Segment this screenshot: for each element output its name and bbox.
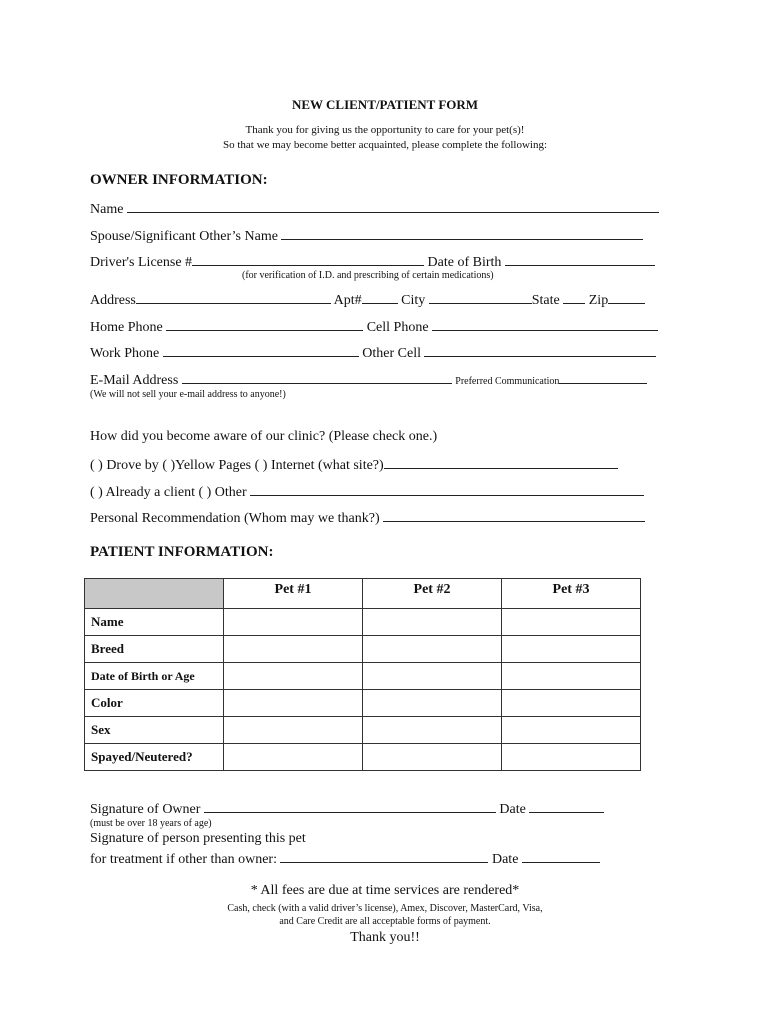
owner-signature-label: Signature of Owner [90, 802, 201, 817]
table-row [85, 636, 641, 663]
aware-row-1 [90, 455, 618, 474]
pet-2-dob-cell[interactable] [363, 663, 502, 690]
work-phone-label: Work Phone [90, 346, 160, 361]
date-label-2: Date [491, 852, 519, 867]
payment-line-2: and Care Credit are all acceptable forms of payment. [279, 916, 491, 927]
row-label-breed: Breed [85, 636, 224, 663]
apt-field[interactable] [362, 290, 398, 304]
email-note: (We will not sell your e-mail address to anyone!) [90, 389, 286, 400]
address-field[interactable] [136, 290, 331, 304]
form-title: NEW CLIENT/PATIENT FORM [291, 97, 479, 112]
owner-heading: OWNER INFORMATION: [90, 172, 268, 188]
pet-3-color-cell[interactable] [502, 690, 641, 717]
pet-3-sex-cell[interactable] [502, 717, 641, 744]
address-label: Address [90, 293, 136, 308]
license-row [90, 252, 655, 271]
pet-1-header: Pet #1 [224, 579, 363, 609]
spouse-label: Spouse/Significant Other’s Name [90, 229, 278, 244]
home-phone-row [90, 317, 658, 336]
owner-signature-field[interactable] [204, 799, 496, 813]
table-corner-cell [85, 579, 224, 609]
state-field[interactable] [563, 290, 585, 304]
row-label-name: Name [85, 609, 224, 636]
work-phone-field[interactable] [163, 343, 359, 357]
pet-1-sex-cell[interactable] [224, 717, 363, 744]
aware-question: How did you become aware of our clinic? (Please check one.) [90, 429, 438, 444]
date-field-2[interactable] [522, 849, 600, 863]
recommendation-row [90, 508, 645, 527]
row-label-sex: Sex [85, 717, 224, 744]
pet-2-color-cell[interactable] [363, 690, 502, 717]
presenter-signature-field[interactable] [280, 849, 488, 863]
pet-1-name-cell[interactable] [224, 609, 363, 636]
cell-phone-field[interactable] [432, 317, 658, 331]
patient-table [84, 578, 641, 771]
email-row [90, 370, 647, 389]
preferred-field[interactable] [559, 370, 647, 384]
city-label: City [401, 293, 426, 308]
apt-label: Apt# [333, 293, 362, 308]
patient-heading: PATIENT INFORMATION: [90, 544, 274, 560]
intro-line-1: Thank you for giving us the opportunity to care for your pet(s)! [245, 124, 525, 136]
drove-by-checkbox[interactable]: ( ) Drove by [90, 458, 159, 473]
fees-note: * All fees are due at time services are rendered* [250, 883, 520, 898]
presenter-label: for treatment if other than owner: [90, 852, 277, 867]
row-label-color: Color [85, 690, 224, 717]
pet-3-breed-cell[interactable] [502, 636, 641, 663]
cell-phone-label: Cell Phone [366, 320, 429, 335]
email-label: E-Mail Address [90, 373, 179, 388]
email-field[interactable] [182, 370, 452, 384]
dob-field[interactable] [505, 252, 655, 266]
pet-2-header: Pet #2 [363, 579, 502, 609]
pet-1-color-cell[interactable] [224, 690, 363, 717]
internet-checkbox[interactable]: ( ) Internet (what site?) [254, 458, 384, 473]
license-note: (for verification of I.D. and prescribing of certain medications) [242, 270, 494, 281]
license-label: Driver's License # [90, 255, 193, 270]
pet-2-spayed-cell[interactable] [363, 744, 502, 771]
table-row [85, 717, 641, 744]
zip-field[interactable] [608, 290, 645, 304]
thank-you: Thank you!! [350, 930, 420, 945]
name-label: Name [90, 202, 124, 217]
spouse-field[interactable] [281, 226, 643, 240]
table-row [85, 609, 641, 636]
other-field[interactable] [250, 482, 644, 496]
pet-1-dob-cell[interactable] [224, 663, 363, 690]
other-cell-field[interactable] [424, 343, 656, 357]
state-label: State [531, 293, 560, 308]
date-field-1[interactable] [529, 799, 604, 813]
pet-1-spayed-cell[interactable] [224, 744, 363, 771]
city-field[interactable] [429, 290, 532, 304]
preferred-label: Preferred Communication [455, 376, 560, 387]
payment-line-1: Cash, check (with a valid driver’s license), Amex, Discover, MasterCard, Visa, [227, 903, 543, 914]
table-row [85, 744, 641, 771]
name-row [90, 199, 659, 218]
pet-2-name-cell[interactable] [363, 609, 502, 636]
work-phone-row [90, 343, 656, 362]
zip-label: Zip [588, 293, 609, 308]
table-row [85, 663, 641, 690]
aware-row-2 [90, 482, 644, 501]
owner-age-note: (must be over 18 years of age) [90, 818, 212, 829]
recommendation-field[interactable] [383, 508, 645, 522]
name-field[interactable] [127, 199, 659, 213]
yellow-pages-checkbox[interactable]: ( )Yellow Pages [162, 458, 252, 473]
other-cell-label: Other Cell [362, 346, 421, 361]
pet-2-breed-cell[interactable] [363, 636, 502, 663]
row-label-spayed: Spayed/Neutered? [85, 744, 224, 771]
owner-signature-row [90, 799, 604, 818]
spouse-row [90, 226, 643, 245]
already-client-checkbox[interactable]: ( ) Already a client [90, 485, 195, 500]
row-label-dob: Date of Birth or Age [85, 663, 224, 690]
license-field[interactable] [192, 252, 424, 266]
date-label-1: Date [499, 802, 526, 817]
pet-3-dob-cell[interactable] [502, 663, 641, 690]
home-phone-field[interactable] [166, 317, 363, 331]
recommendation-label: Personal Recommendation (Whom may we thank?) [90, 511, 380, 526]
home-phone-label: Home Phone [90, 320, 163, 335]
pet-2-sex-cell[interactable] [363, 717, 502, 744]
intro-line-2: So that we may become better acquainted, please complete the following: [222, 139, 548, 151]
table-header-row [85, 579, 641, 609]
pet-1-breed-cell[interactable] [224, 636, 363, 663]
presenter-line-1: Signature of person presenting this pet [90, 831, 306, 846]
table-row [85, 690, 641, 717]
pet-3-name-cell[interactable] [502, 609, 641, 636]
presenter-row [90, 849, 600, 868]
other-checkbox[interactable]: ( ) Other [198, 485, 247, 500]
address-row [90, 290, 645, 309]
pet-3-spayed-cell[interactable] [502, 744, 641, 771]
pet-3-header: Pet #3 [502, 579, 641, 609]
dob-label: Date of Birth [427, 255, 502, 270]
internet-field[interactable] [384, 455, 618, 469]
